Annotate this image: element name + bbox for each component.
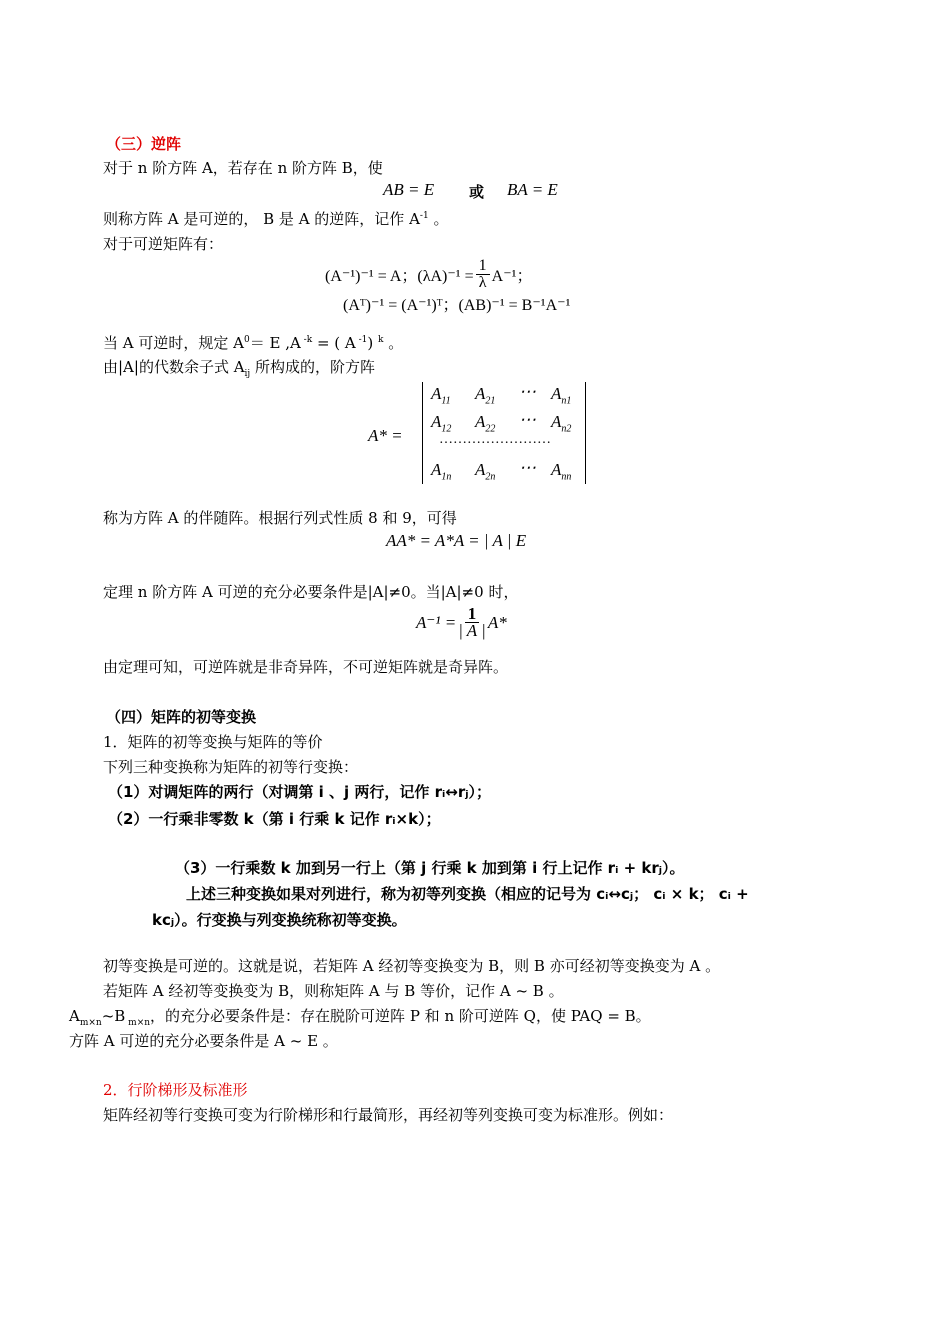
text-line: 对于 n 阶方阵 A，若存在 n 阶方阵 B，使	[103, 159, 383, 177]
equation-ab: AB = E	[383, 180, 435, 199]
equation-or: 或	[469, 183, 485, 201]
text-line: 称为方阵 A 的伴随阵。根据行列式性质 8 和 9，可得	[103, 509, 457, 527]
equation-ba: BA = E	[507, 180, 558, 199]
cell-letter: A	[475, 412, 486, 431]
cell-index: 22	[485, 423, 496, 435]
cell-letter: A	[475, 384, 486, 403]
cell-letter: A	[551, 412, 562, 431]
matrix-cell	[551, 384, 571, 406]
cell-index: 11	[441, 395, 451, 407]
adjugate-label: A* =	[368, 426, 403, 445]
text-span: 由|A|的代数余子式 A	[103, 358, 245, 376]
text-span: 。	[383, 334, 404, 352]
text-line: 初等变换是可逆的。这就是说，若矩阵 A 经初等变换变为 B，则 B 亦可经初等变换变为 A 。	[103, 957, 721, 975]
text-span: ＝ E ,A	[249, 334, 301, 352]
column-ops-line: kcⱼ）。行变换与列变换统称初等变换。	[152, 911, 407, 929]
fraction	[476, 258, 490, 291]
superscript: -k	[300, 335, 313, 345]
text-span: A	[69, 1007, 80, 1025]
text-line: 定理 n 阶方阵 A 可逆的充分必要条件是|A|≠0。当|A|≠0 时，	[103, 583, 519, 601]
matrix-row-dots: ……………………	[439, 432, 551, 447]
text-line: 对于可逆矩阵有：	[103, 235, 224, 253]
text-span: = ( A	[312, 334, 356, 352]
operation-3: （3）一行乘数 k 加到另一行上（第 j 行乘 k 加到第 i 行上记作 rᵢ + krⱼ）。	[175, 859, 685, 877]
subscript: m×n	[125, 1018, 151, 1028]
superscript: -1	[419, 211, 429, 221]
matrix-dots: ⋯	[519, 458, 536, 477]
matrix-cell	[551, 460, 571, 482]
subsection-title-echelon: 2．行阶梯形及标准形	[103, 1081, 248, 1099]
subscript: ij	[244, 369, 251, 379]
formula-part: A⁻¹；	[491, 268, 533, 285]
fraction-denominator: | A |	[458, 621, 486, 640]
cell-index: 2n	[485, 471, 496, 483]
text-line	[103, 356, 375, 379]
text-line: 若矩阵 A 经初等变换变为 B，则称矩阵 A 与 B 等价，记作 A ~ B 。	[103, 982, 564, 1000]
text-span: ，的充分必要条件是：存在脱阶可逆阵 P 和 n 阶可逆阵 Q，使 PAQ = B。	[150, 1007, 651, 1025]
matrix-cell	[475, 384, 495, 406]
superscript: -1	[355, 335, 368, 345]
fraction-numerator: 1	[476, 258, 490, 275]
matrix-cell	[475, 460, 495, 482]
cell-letter: A	[431, 384, 442, 403]
matrix-cell	[551, 412, 571, 434]
matrix-cell	[431, 460, 451, 482]
text-span: ~B	[101, 1007, 126, 1025]
formula-part: (A⁻¹)⁻¹ = A；(λA)⁻¹ =	[325, 268, 474, 285]
text-span: 所构成的，阶方阵	[250, 358, 375, 376]
superscript: 0	[243, 335, 250, 345]
section-title-inverse: （三）逆阵	[106, 135, 182, 153]
cell-index: 1n	[441, 471, 452, 483]
text-span: 当 A 可逆时，规定 A	[103, 334, 244, 352]
operation-1: （1）对调矩阵的两行（对调第 i 、j 两行，记作 rᵢ↔rⱼ）；	[108, 783, 492, 801]
cell-letter: A	[431, 460, 442, 479]
fraction-numerator: 1	[465, 606, 480, 623]
text-span: )	[367, 334, 378, 352]
column-ops-line: 上述三种变换如果对列进行，称为初等列变换（相应的记号为 cᵢ↔cⱼ； cᵢ × k； cᵢ +	[186, 885, 749, 903]
cell-index: nn	[561, 471, 572, 483]
fraction-denominator: λ	[478, 274, 487, 291]
superscript: k	[378, 335, 384, 345]
text-span: 。	[428, 210, 449, 228]
matrix-cell	[431, 384, 451, 406]
cell-index: n1	[561, 395, 572, 407]
cell-index: 12	[441, 423, 452, 435]
subsection-title: 1．矩阵的初等变换与矩阵的等价	[103, 733, 323, 751]
text-line: 由定理可知，可逆阵就是非奇异阵，不可逆矩阵就是奇异阵。	[103, 658, 509, 676]
cell-letter: A	[551, 384, 562, 403]
text-span: 则称方阵 A 是可逆的， B 是 A 的逆阵，记作 A	[103, 210, 420, 228]
formula-part: A⁻¹ =	[416, 612, 457, 632]
cell-letter: A	[551, 460, 562, 479]
text-line	[69, 1005, 651, 1028]
formula-part: A*	[487, 612, 507, 632]
matrix-dots: ⋯	[519, 382, 536, 401]
formula-inverse-props-2: (Aᵀ)⁻¹ = (A⁻¹)ᵀ；(AB)⁻¹ = B⁻¹A⁻¹	[343, 297, 571, 314]
fraction	[458, 606, 486, 639]
cell-index: 21	[485, 395, 496, 407]
cell-letter: A	[431, 412, 442, 431]
adjugate-matrix	[422, 382, 586, 484]
cell-index: n2	[561, 423, 572, 435]
equation-adjugate: AA* = A*A = | A | E	[386, 531, 527, 550]
text-line	[103, 332, 403, 353]
text-line	[103, 208, 448, 229]
equation-inverse-formula	[416, 606, 507, 639]
text-line: 方阵 A 可逆的充分必要条件是 A ~ E 。	[69, 1032, 338, 1050]
text-line: 下列三种变换称为矩阵的初等行变换：	[103, 758, 359, 776]
text-line: 矩阵经初等行变换可变为行阶梯形和行最简形，再经初等列变换可变为标准形。例如：	[103, 1106, 674, 1124]
formula-inverse-props-1	[325, 258, 532, 291]
subscript: m×n	[79, 1018, 102, 1028]
matrix-dots: ⋯	[519, 410, 536, 429]
section-title-elementary: （四）矩阵的初等变换	[106, 708, 257, 726]
cell-letter: A	[475, 460, 486, 479]
operation-2: （2）一行乘非零数 k（第 i 行乘 k 记作 rᵢ×k）；	[108, 810, 441, 828]
